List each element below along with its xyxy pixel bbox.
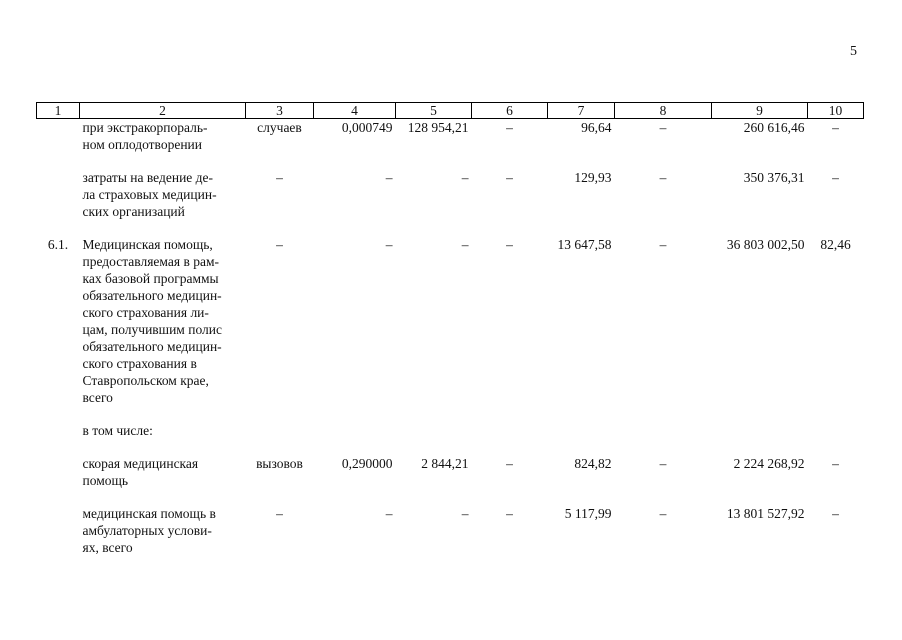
- value-cell-col6: –: [506, 456, 513, 471]
- row-name-cell: [80, 169, 246, 220]
- value-cell-col5: –: [461, 237, 469, 252]
- row-spacer: [37, 406, 864, 422]
- value-cell-col4: [314, 422, 396, 439]
- header-cell: 2: [80, 103, 246, 119]
- value-cell-col5: 128 954,21: [407, 120, 469, 135]
- row-spacer-cell: [37, 153, 864, 169]
- value-cell-col6: –: [506, 120, 513, 135]
- row-number-cell: [37, 169, 80, 220]
- row-number-cell: [37, 505, 80, 556]
- value-cell-col7: 5 117,99: [564, 506, 612, 521]
- value-cell-col4: 0,000749: [341, 120, 393, 135]
- row-spacer: [37, 220, 864, 236]
- value-cell-col5: –: [461, 506, 469, 521]
- value-cell-col5: 2 844,21: [421, 456, 469, 471]
- value-cell-col10: –: [832, 506, 839, 521]
- value-cell-col8: [615, 422, 712, 439]
- header-cell: 9: [712, 103, 808, 119]
- row-name-line: Медицинская помощь,: [82, 237, 213, 252]
- value-cell-col7: 824,82: [574, 456, 612, 471]
- value-cell-col10: –: [832, 170, 839, 185]
- row-name-line: ского страхования ли-: [82, 305, 209, 320]
- value-cell-col7: 129,93: [574, 170, 612, 185]
- table-row: [37, 505, 864, 556]
- row-spacer: [37, 153, 864, 169]
- row-name-line: обязательного медицин-: [82, 288, 222, 303]
- table-row: [37, 236, 864, 406]
- value-cell-col9: 13 801 527,92: [726, 506, 805, 521]
- row-name-cell: [80, 236, 246, 406]
- value-cell-col8: –: [659, 237, 667, 252]
- unit-cell: –: [276, 506, 283, 521]
- value-cell-col5: –: [461, 170, 469, 185]
- row-name-line: ских организаций: [82, 204, 185, 219]
- row-name-line: ках базовой программы: [82, 271, 219, 286]
- row-name-line: ях, всего: [82, 540, 133, 555]
- row-name-cell: [80, 119, 246, 154]
- row-number-cell: [37, 422, 80, 439]
- value-cell-col7: 13 647,58: [557, 237, 612, 252]
- header-cell: 10: [808, 103, 864, 119]
- row-name-cell: [80, 455, 246, 489]
- table-row: [37, 169, 864, 220]
- value-cell-col5: [396, 422, 472, 439]
- value-cell-col8: –: [659, 456, 667, 471]
- column-number-header: [37, 103, 864, 119]
- header-cell: 4: [314, 103, 396, 119]
- value-cell-col8: –: [659, 506, 667, 521]
- value-cell-col8: –: [659, 170, 667, 185]
- row-spacer-cell: [37, 439, 864, 455]
- row-name-line: при экстракорпораль-: [82, 120, 208, 135]
- header-cell: 6: [472, 103, 548, 119]
- header-cell: 8: [615, 103, 712, 119]
- value-cell-col9: [712, 422, 808, 439]
- header-cell: 1: [37, 103, 80, 119]
- row-spacer: [37, 489, 864, 505]
- row-spacer-cell: [37, 220, 864, 236]
- value-cell-col4: –: [385, 506, 393, 521]
- value-cell-col8: –: [659, 120, 667, 135]
- value-cell-col9: 260 616,46: [743, 120, 805, 135]
- value-cell-col9: 2 224 268,92: [733, 456, 805, 471]
- row-name-cell: [80, 422, 246, 439]
- row-name-line: предоставляемая в рам-: [82, 254, 219, 269]
- table-row: [37, 119, 864, 154]
- value-cell-col10: –: [832, 456, 839, 471]
- row-spacer-cell: [37, 489, 864, 505]
- unit-cell: случаев: [257, 120, 302, 135]
- header-cell: 3: [246, 103, 314, 119]
- row-name-cell: [80, 505, 246, 556]
- row-name-line: ла страховых медицин-: [82, 187, 217, 202]
- value-cell-col9: 36 803 002,50: [726, 237, 805, 252]
- row-name-line: амбулаторных услови-: [82, 523, 212, 538]
- value-cell-col10: –: [832, 120, 839, 135]
- value-cell-col6: –: [506, 237, 513, 252]
- value-cell-col6: [472, 422, 548, 439]
- value-cell-col9: 350 376,31: [743, 170, 805, 185]
- value-cell-col10: [808, 422, 864, 439]
- value-cell-col10: 82,46: [820, 237, 851, 252]
- row-spacer: [37, 439, 864, 455]
- value-cell-col4: –: [385, 237, 393, 252]
- row-name-line: медицинская помощь в: [82, 506, 216, 521]
- data-table: [36, 102, 864, 556]
- row-spacer-cell: [37, 406, 864, 422]
- unit-cell: [246, 422, 314, 439]
- table-row: [37, 422, 864, 439]
- header-cell: 5: [396, 103, 472, 119]
- row-number-cell: [37, 119, 80, 154]
- value-cell-col4: –: [385, 170, 393, 185]
- row-name-line: обязательного медицин-: [82, 339, 222, 354]
- row-name-line: в том числе:: [82, 423, 153, 438]
- row-number-cell: [37, 455, 80, 489]
- row-name-line: цам, получившим полис: [82, 322, 222, 337]
- row-name-line: помощь: [82, 473, 129, 488]
- value-cell-col6: –: [506, 170, 513, 185]
- row-name-line: всего: [82, 390, 113, 405]
- value-cell-col7: [548, 422, 615, 439]
- row-name-line: Ставропольском крае,: [82, 373, 209, 388]
- table-row: [37, 455, 864, 489]
- value-cell-col4: 0,290000: [341, 456, 393, 471]
- unit-cell: –: [276, 237, 283, 252]
- unit-cell: вызовов: [256, 456, 303, 471]
- page-number: 5: [850, 44, 857, 59]
- row-name-line: ном оплодотворении: [82, 137, 202, 152]
- value-cell-col7: 96,64: [581, 120, 612, 135]
- row-name-line: скорая медицинская: [82, 456, 199, 471]
- row-number-cell: 6.1.: [47, 237, 69, 252]
- unit-cell: –: [276, 170, 283, 185]
- value-cell-col6: –: [506, 506, 513, 521]
- row-name-line: затраты на ведение де-: [82, 170, 214, 185]
- header-cell: 7: [548, 103, 615, 119]
- row-name-line: ского страхования в: [82, 356, 197, 371]
